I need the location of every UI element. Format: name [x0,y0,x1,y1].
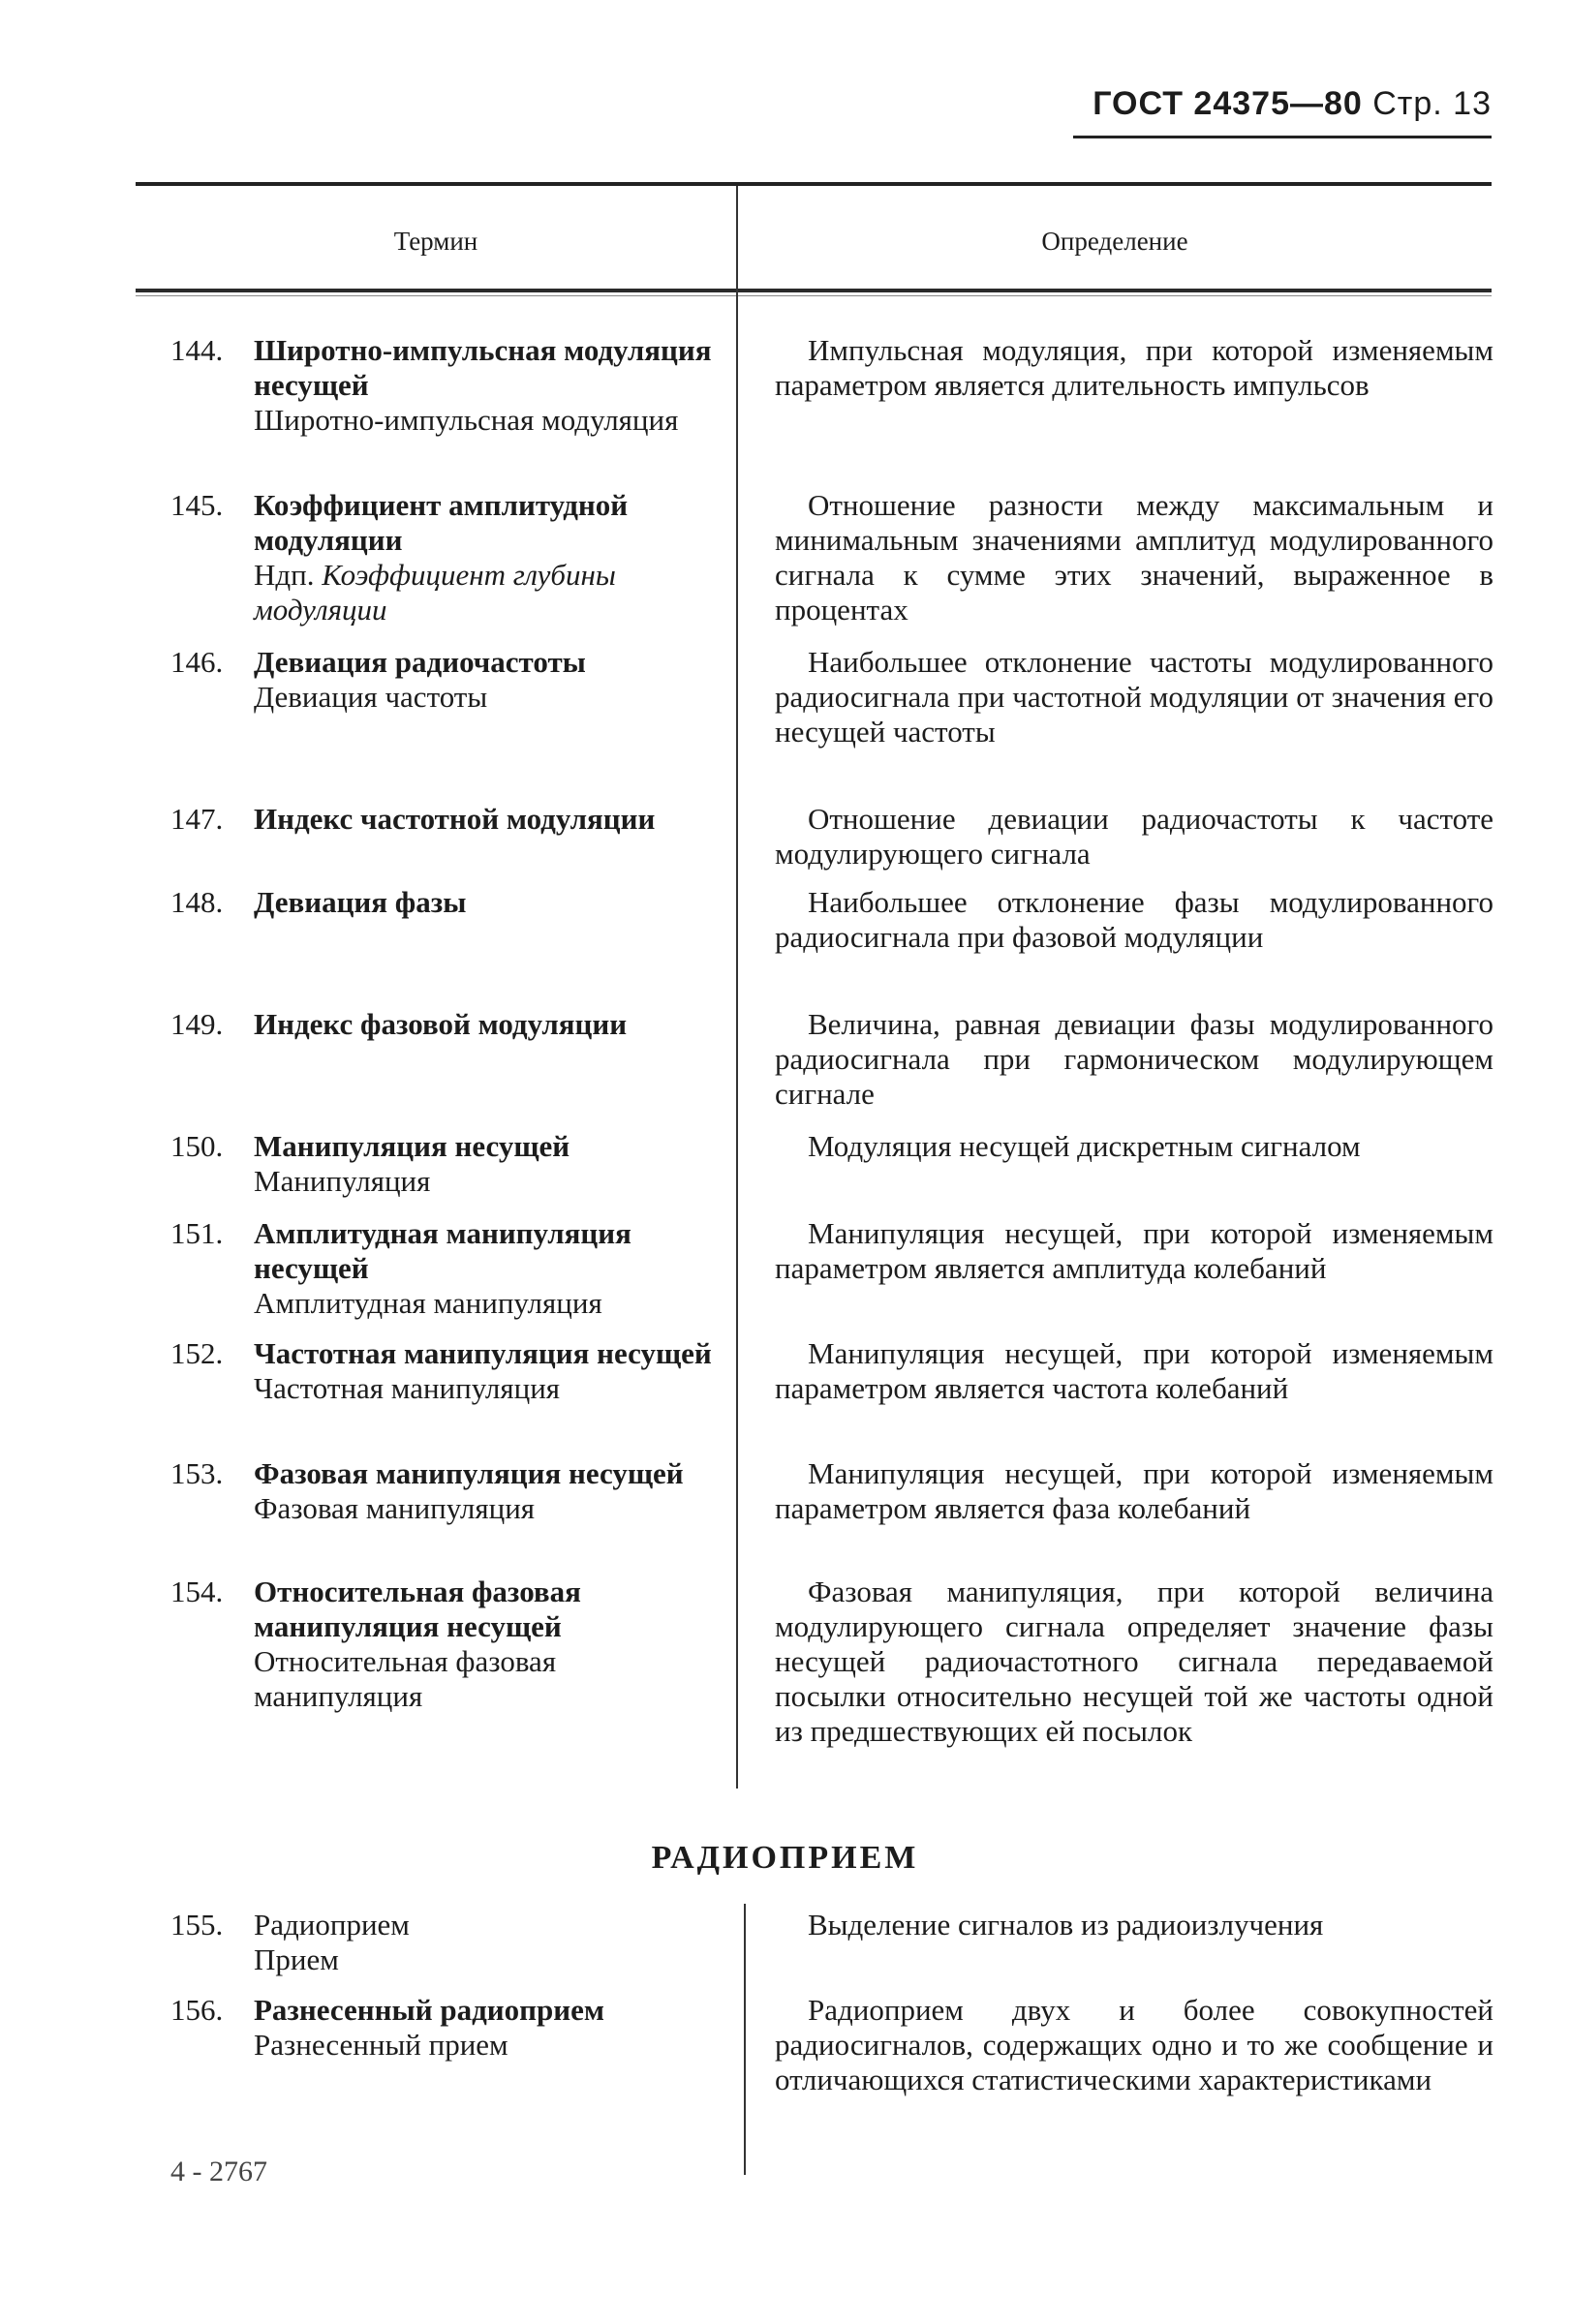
term-name: Частотная манипуляция несущей [254,1336,712,1370]
entry-definition: Выделение сигналов из радиоизлучения [808,1908,1324,1942]
ndp-term: Коэффициент глубины модуляции [254,558,616,627]
page-number: Стр. 13 [1372,85,1492,122]
term-synonym: Разнесенный прием [254,2028,508,2062]
entry-number: 149. [170,1007,224,1041]
term-name: Радиоприем [254,1908,410,1942]
term-name: Девиация радиочастоты [254,645,586,679]
entry-number: 144. [170,333,224,367]
entry-number: 155. [170,1908,224,1942]
entry-number: 147. [170,802,224,836]
term-name: Индекс частотной модуляции [254,802,656,836]
standard-number: ГОСТ 24375—80 [1093,85,1363,122]
entry-definition: Манипуляция несущей, при которой изменяемым параметром является амплитуда колебаний [775,1216,1493,1285]
column-divider [736,186,738,1789]
entry-number: 145. [170,488,224,522]
term-name: Амплитудная манипуляция несущей [254,1216,631,1285]
entry-term [254,1129,719,1199]
entry-term [254,1007,719,1042]
header-rule [136,289,1492,292]
entry-number: 152. [170,1336,224,1370]
term-synonym: Прием [254,1942,339,1976]
entry-term [254,645,719,715]
entry-number: 156. [170,1993,224,2027]
entry-definition: Отношение разности между максимальным и минимальным значениями амплитуд модулированного сигнала к сумме этих значений, выраженное в процентах [775,488,1493,627]
header-underline [1073,136,1492,138]
term-synonym: Относительная фазовая манипуляция [254,1644,557,1713]
entry-definition: Отношение девиации радиочастоты к частоте модулирующего сигнала [775,802,1493,871]
term-synonym: Частотная манипуляция [254,1371,561,1405]
section-column-divider [744,1904,746,2175]
term-not-allowed [254,558,719,627]
table-top-rule [136,182,1492,186]
section-title: РАДИОПРИЕМ [651,1840,919,1876]
column-header-definition: Определение [1041,227,1188,256]
term-synonym: Девиация частоты [254,680,488,714]
term-name: Коэффициент амплитудной модуляции [254,488,629,557]
entry-term [254,1908,719,1977]
entry-number: 148. [170,885,224,919]
entry-number: 151. [170,1216,224,1250]
entry-definition: Фазовая манипуляция, при которой величина модулирующего сигнала определяет значение фазы несущей радиочастотного сигнала передаваемой посылки относительно несущей той же частоты одной из предшествующих ей посылок [775,1575,1493,1748]
term-name: Индекс фазовой модуляции [254,1007,628,1041]
term-synonym: Манипуляция [254,1164,431,1198]
column-header-term: Термин [393,227,478,256]
entry-term [254,1336,719,1406]
entry-definition: Манипуляция несущей, при которой изменяемым параметром является фаза колебаний [775,1456,1493,1525]
entry-number: 150. [170,1129,224,1163]
entry-term [254,333,719,438]
term-name: Разнесенный радиоприем [254,1993,604,2027]
entry-definition: Наибольшее отклонение частоты модулированного радиосигнала при частотной модуляции от значения его несущей частоты [775,645,1493,749]
entry-definition: Импульсная модуляция, при которой изменяемым параметром является длительность импульсов [775,333,1493,402]
entry-definition: Величина, равная девиации фазы модулированного радиосигнала при гармоническом модулирующем сигнале [775,1007,1493,1111]
entry-number: 153. [170,1456,224,1490]
entry-term [254,885,719,920]
entry-term [254,1575,719,1714]
entry-term [254,488,719,627]
print-code: 4 - 2767 [170,2156,267,2187]
term-name: Фазовая манипуляция несущей [254,1456,684,1490]
term-synonym: Амплитудная манипуляция [254,1286,602,1320]
term-synonym: Широтно-импульсная модуляция [254,403,679,437]
entry-definition: Наибольшее отклонение фазы модулированного радиосигнала при фазовой модуляции [775,885,1493,954]
entry-definition: Модуляция несущей дискретным сигналом [808,1129,1361,1163]
ndp-label: Ндп. [254,558,315,592]
term-synonym: Фазовая манипуляция [254,1491,536,1525]
entry-term [254,1456,719,1526]
term-name: Манипуляция несущей [254,1129,570,1163]
entry-term [254,802,719,837]
entry-definition: Радиоприем двух и более совокупностей радиосигналов, содержащих одно и то же сообщение и отличающихся статистическими характеристиками [775,1993,1493,2096]
term-name: Широтно-импульсная модуляция несущей [254,333,712,402]
page-header [1075,85,1492,123]
entry-term [254,1993,719,2063]
entry-number: 154. [170,1575,224,1608]
entry-number: 146. [170,645,224,679]
term-name: Относительная фазовая манипуляция несущей [254,1575,581,1643]
header-rule-thin [136,295,1492,296]
term-name: Девиация фазы [254,885,467,919]
entry-term [254,1216,719,1321]
entry-definition: Манипуляция несущей, при которой изменяемым параметром является частота колебаний [775,1336,1493,1405]
